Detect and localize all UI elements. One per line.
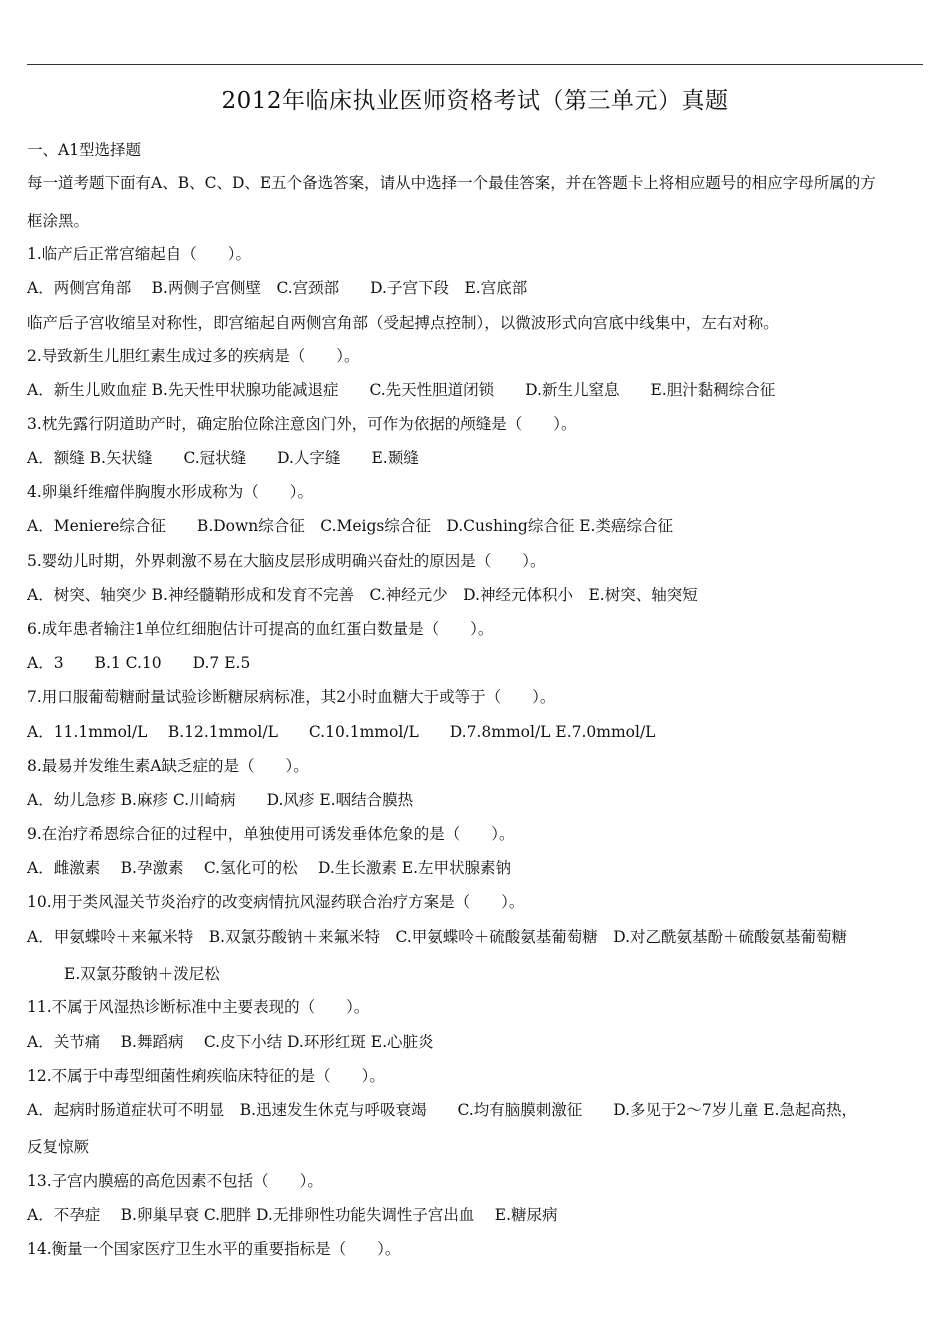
options-1: A．两侧宫角部 B.两侧子宫侧壁 C.宫颈部 D.子宫下段 E.宫底部 bbox=[27, 279, 528, 297]
options-8: A．幼儿急疹 B.麻疹 C.川崎病 D.风疹 E.咽结合膜热 bbox=[27, 791, 414, 809]
options-7: A．11.1mmol/L B.12.1mmol/L C.10.1mmol/L D.7.8mmol/L E.7.0mmol/L bbox=[27, 723, 656, 741]
question-5: 5.婴幼儿时期，外界刺激不易在大脑皮层形成明确兴奋灶的原因是（ ）。 bbox=[27, 552, 546, 570]
section-heading: 一、A1型选择题 bbox=[27, 141, 142, 159]
options-5: A．树突、轴突少 B.神经髓鞘形成和发育不完善 C.神经元少 D.神经元体积小 E.树突、轴突短 bbox=[27, 586, 698, 604]
options-10: A．甲氨蝶呤＋来氟米特 B.双氯芬酸钠＋来氟米特 C.甲氨蝶呤＋硫酸氨基葡萄糖 D.对乙酰氨基酚＋硫酸氨基葡萄糖 bbox=[27, 928, 848, 946]
question-10: 10.用于类风湿关节炎治疗的改变病情抗风湿药联合治疗方案是（ ）。 bbox=[27, 893, 525, 911]
question-3: 3.枕先露行阴道助产时，确定胎位除注意囟门外，可作为依据的颅缝是（ ）。 bbox=[27, 415, 577, 433]
options-2: A．新生儿败血症 B.先天性甲状腺功能减退症 C.先天性胆道闭锁 D.新生儿窒息 E.胆汁黏稠综合征 bbox=[27, 381, 776, 399]
options-11: A．关节痛 B.舞蹈病 C.皮下小结 D.环形红斑 E.心脏炎 bbox=[27, 1033, 434, 1051]
question-14: 14.衡量一个国家医疗卫生水平的重要指标是（ ）。 bbox=[27, 1240, 401, 1258]
question-9: 9.在治疗希恩综合征的过程中，单独使用可诱发垂体危象的是（ ）。 bbox=[27, 825, 515, 843]
options-9: A．雌激素 B.孕激素 C.氢化可的松 D.生长激素 E.左甲状腺素钠 bbox=[27, 859, 511, 877]
question-2: 2.导致新生儿胆红素生成过多的疾病是（ ）。 bbox=[27, 347, 360, 365]
instructions-line-1: 每一道考题下面有A、B、C、D、E五个备选答案，请从中选择一个最佳答案，并在答题卡上将相应题号的相应字母所属的方 bbox=[27, 174, 876, 192]
options-10-continued: E.双氯芬酸钠＋泼尼松 bbox=[64, 965, 220, 983]
options-6: A．3 B.1 C.10 D.7 E.5 bbox=[27, 654, 251, 672]
options-4: A．Meniere综合征 B.Down综合征 C.Meigs综合征 D.Cushing综合征 E.类癌综合征 bbox=[27, 517, 673, 535]
explanation-1: 临产后子宫收缩呈对称性，即宫缩起自两侧宫角部（受起搏点控制），以微波形式向宫底中线集中，左右对称。 bbox=[27, 314, 779, 332]
instructions-line-2: 框涂黑。 bbox=[27, 212, 90, 230]
question-12: 12.不属于中毒型细菌性痢疾临床特征的是（ ）。 bbox=[27, 1067, 385, 1085]
question-1: 1.临产后正常宫缩起自（ ）。 bbox=[27, 245, 252, 263]
question-6: 6.成年患者输注1单位红细胞估计可提高的血红蛋白数量是（ ）。 bbox=[27, 620, 494, 638]
question-11: 11.不属于风湿热诊断标准中主要表现的（ ）。 bbox=[27, 998, 370, 1016]
question-4: 4.卵巢纤维瘤伴胸腹水形成称为（ ）。 bbox=[27, 483, 314, 501]
options-3: A．额缝 B.矢状缝 C.冠状缝 D.人字缝 E.颞缝 bbox=[27, 449, 419, 467]
page-title: 2012年临床执业医师资格考试（第三单元）真题 bbox=[221, 88, 729, 114]
header-rule bbox=[27, 64, 923, 65]
options-13: A．不孕症 B.卵巢早衰 C.肥胖 D.无排卵性功能失调性子宫出血 E.糖尿病 bbox=[27, 1206, 558, 1224]
options-12: A．起病时肠道症状可不明显 B.迅速发生休克与呼吸衰竭 C.均有脑膜刺激征 D.多见于2～7岁儿童 E.急起高热， bbox=[27, 1101, 857, 1119]
question-7: 7.用口服葡萄糖耐量试验诊断糖尿病标准，其2小时血糖大于或等于（ ）。 bbox=[27, 688, 556, 706]
options-12-continued: 反复惊厥 bbox=[27, 1138, 90, 1156]
question-13: 13.子宫内膜癌的高危因素不包括（ ）。 bbox=[27, 1172, 323, 1190]
question-8: 8.最易并发维生素A缺乏症的是（ ）。 bbox=[27, 757, 309, 775]
